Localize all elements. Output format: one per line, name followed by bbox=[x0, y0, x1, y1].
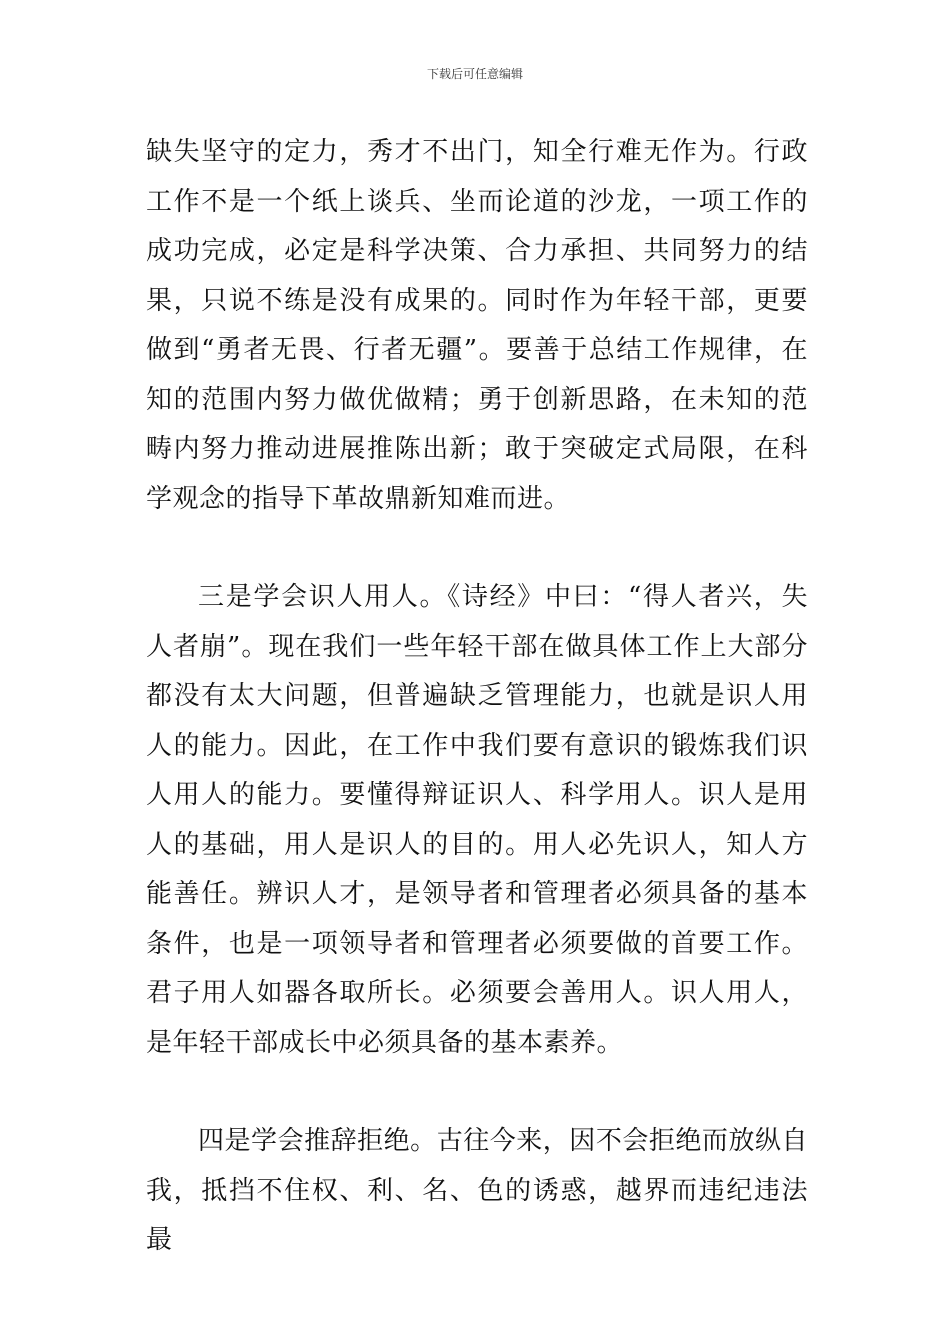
paragraph-three: 三是学会识人用人。《诗经》中曰：“得人者兴，失人者崩”。现在我们一些年轻干部在做具体工作上大部分都没有太大问题，但普遍缺乏管理能力，也就是识人用人的能力。因此，在工作中我们要有意识的锻炼我们识人用人的能力。要懂得辩证识人、科学用人。识人是用人的基础，用人是识人的目的。用人必先识人，知人方能善任。辨识人才，是领导者和管理者必须具备的基本条件，也是一项领导者和管理者必须要做的首要工作。君子用人如器各取所长。必须要会善用人。识人用人，是年轻干部成长中必须具备的基本素养。 bbox=[146, 582, 808, 1058]
page-header: 下载后可任意编辑 bbox=[426, 67, 523, 81]
paragraph-gap bbox=[146, 1068, 808, 1117]
document-body bbox=[146, 128, 808, 1266]
paragraph-continuation: 缺失坚守的定力，秀才不出门，知全行难无作为。行政工作不是一个纸上谈兵、坐而论道的沙龙，一项工作的成功完成，必定是科学决策、合力承担、共同努力的结果，只说不练是没有成果的。同时作为年轻干部，更要做到“勇者无畏、行者无疆”。要善于总结工作规律，在知的范围内努力做优做精；勇于创新思路，在未知的范畴内努力推动进展推陈出新；敢于突破定式局限，在科学观念的指导下革故鼎新知难而进。 bbox=[146, 137, 808, 514]
paragraph-four: 四是学会推辞拒绝。古往今来，因不会拒绝而放纵自我，抵挡不住权、利、名、色的诱惑，越界而违纪违法最 bbox=[146, 1126, 808, 1255]
paragraph-gap bbox=[146, 524, 808, 573]
